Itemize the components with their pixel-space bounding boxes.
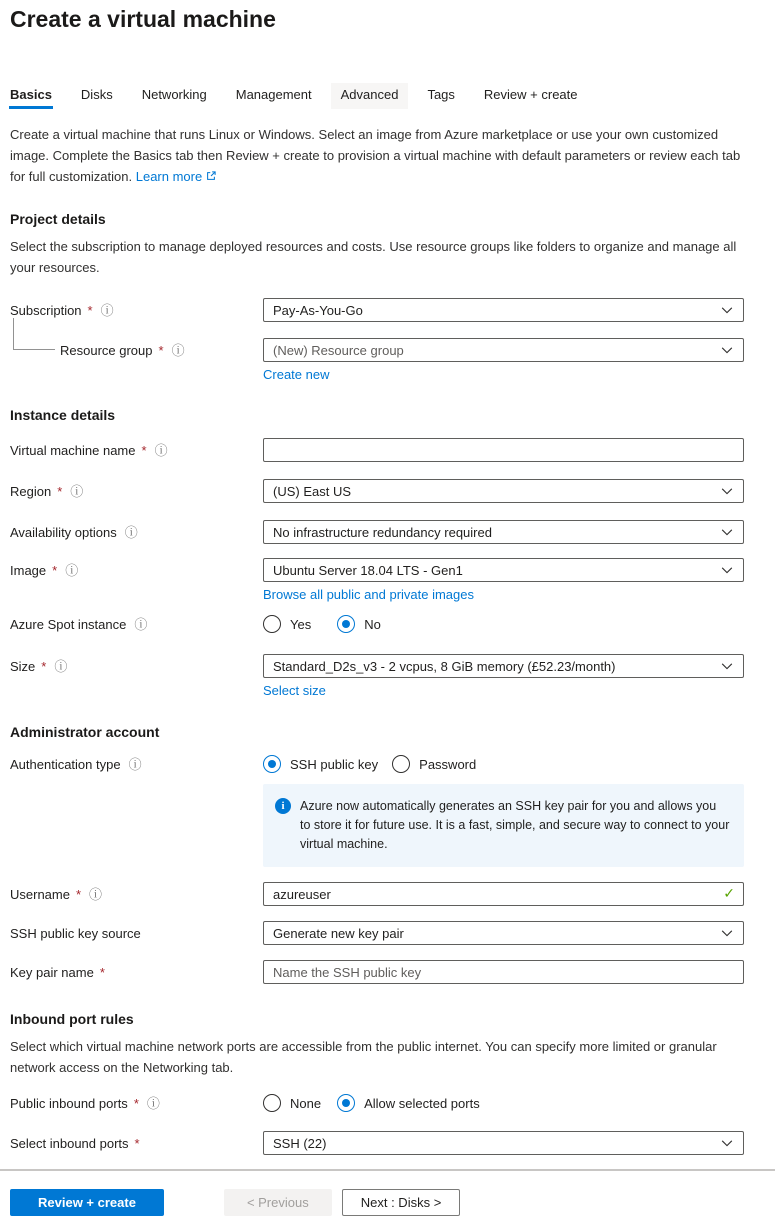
vm-name-row	[10, 438, 744, 462]
key-pair-name-row	[10, 960, 744, 984]
subscription-label: Subscription	[10, 302, 82, 318]
key-pair-name-label-cell	[10, 965, 263, 980]
intro-paragraph	[10, 124, 744, 187]
size-label: Size	[10, 658, 36, 674]
radio-circle-icon	[263, 615, 281, 633]
ssh-key-source-row	[10, 921, 744, 945]
required-marker: *	[133, 1095, 139, 1111]
page-title: Create a virtual machine	[10, 6, 276, 32]
tab-tags[interactable]: Tags	[417, 83, 464, 109]
tab-management[interactable]: Management	[226, 83, 322, 109]
chevron-down-icon	[720, 1136, 734, 1150]
azure-spot-radio-yes[interactable]: Yes	[263, 615, 311, 633]
region-label: Region	[10, 483, 52, 499]
vm-name-label: Virtual machine name	[10, 442, 136, 458]
ssh-info-text: Azure now automatically generates an SSH key pair for you and allows you to store it for future use. It is a fast, simple, and secure way to connect to your virtual machine.	[300, 799, 730, 851]
image-label: Image	[10, 562, 47, 578]
radio-circle-icon	[263, 755, 281, 773]
size-label-cell	[10, 659, 263, 674]
select-inbound-ports-label-cell	[10, 1136, 263, 1151]
username-row	[10, 882, 744, 906]
subscription-label-cell	[10, 303, 263, 318]
info-icon[interactable]: ⓘ	[65, 562, 79, 578]
external-link-icon	[205, 170, 217, 182]
review-create-button[interactable]: Review + create	[10, 1189, 164, 1216]
footer-action-bar	[10, 1171, 744, 1230]
public-inbound-ports-row	[10, 1094, 744, 1112]
username-input[interactable]	[263, 882, 744, 906]
chevron-down-icon	[720, 343, 734, 357]
auth-type-label: Authentication type	[10, 756, 121, 772]
azure-spot-label-cell	[10, 617, 263, 632]
public-inbound-ports-label-cell	[10, 1096, 263, 1111]
select-inbound-ports-dropdown[interactable]: SSH (22)	[263, 1131, 744, 1155]
info-icon[interactable]: ⓘ	[134, 616, 148, 632]
required-marker: *	[134, 1135, 140, 1151]
availability-options-label-cell	[10, 525, 263, 540]
region-row	[10, 479, 744, 503]
required-marker: *	[75, 886, 82, 902]
azure-spot-radio-no[interactable]: No	[337, 615, 381, 633]
radio-circle-icon	[337, 1094, 355, 1112]
radio-circle-icon	[263, 1094, 281, 1112]
resource-group-dropdown[interactable]: (New) Resource group	[263, 338, 744, 362]
tab-advanced[interactable]: Advanced	[331, 83, 409, 109]
azure-spot-radio-group	[263, 615, 744, 633]
ssh-key-source-label-cell	[10, 926, 263, 941]
browse-images-link[interactable]: Browse all public and private images	[263, 587, 474, 602]
region-dropdown[interactable]: (US) East US	[263, 479, 744, 503]
chevron-down-icon	[720, 525, 734, 539]
public-inbound-ports-radio-allow[interactable]: Allow selected ports	[337, 1094, 480, 1112]
valid-check-icon: ✓	[723, 884, 735, 901]
public-inbound-ports-label: Public inbound ports	[10, 1095, 128, 1111]
info-icon[interactable]: ⓘ	[124, 524, 138, 540]
resource-group-row	[10, 338, 744, 362]
required-marker: *	[158, 342, 164, 358]
vm-name-input[interactable]	[263, 438, 744, 462]
info-icon[interactable]: ⓘ	[171, 342, 185, 358]
chevron-down-icon	[720, 926, 734, 940]
info-icon[interactable]: ⓘ	[128, 756, 142, 772]
select-inbound-ports-row	[10, 1131, 744, 1155]
previous-button[interactable]: < Previous	[224, 1189, 332, 1216]
info-icon[interactable]: ⓘ	[89, 886, 103, 902]
key-pair-name-input[interactable]	[263, 960, 744, 984]
tree-connector-line	[13, 318, 55, 350]
region-label-cell	[10, 484, 263, 499]
project-details-heading: Project details	[10, 211, 106, 227]
size-row	[10, 654, 744, 678]
project-details-description: Select the subscription to manage deployed resources and costs. Use resource groups like folders to organize and manage all your resources.	[10, 239, 737, 275]
administrator-account-heading: Administrator account	[10, 724, 160, 740]
public-inbound-ports-radio-group	[263, 1094, 744, 1112]
auth-type-radio-ssh[interactable]: SSH public key	[263, 755, 378, 773]
auth-type-label-cell	[10, 757, 263, 772]
vm-name-label-cell	[10, 443, 263, 458]
info-icon[interactable]: ⓘ	[100, 302, 114, 318]
required-marker: *	[41, 658, 47, 674]
required-marker: *	[57, 483, 63, 499]
tab-networking[interactable]: Networking	[132, 83, 217, 109]
key-pair-name-label: Key pair name	[10, 964, 94, 980]
inbound-port-rules-heading: Inbound port rules	[10, 1011, 134, 1027]
info-icon[interactable]: ⓘ	[54, 658, 68, 674]
tab-basics[interactable]: Basics	[0, 83, 62, 109]
chevron-down-icon	[720, 303, 734, 317]
info-icon[interactable]: ⓘ	[154, 442, 168, 458]
auth-type-radio-password[interactable]: Password	[392, 755, 476, 773]
availability-options-label: Availability options	[10, 524, 117, 540]
learn-more-link[interactable]: Learn more	[136, 169, 217, 184]
auth-type-radio-group	[263, 755, 744, 773]
required-marker: *	[87, 302, 93, 318]
required-marker: *	[141, 442, 147, 458]
radio-circle-icon	[392, 755, 410, 773]
image-row	[10, 558, 744, 582]
ssh-info-banner	[263, 784, 744, 867]
tab-review-create[interactable]: Review + create	[474, 83, 588, 109]
tab-disks[interactable]: Disks	[71, 83, 123, 109]
username-label-cell	[10, 887, 263, 902]
public-inbound-ports-radio-none[interactable]: None	[263, 1094, 321, 1112]
tab-bar	[10, 83, 744, 109]
create-new-link[interactable]: Create new	[263, 367, 330, 382]
radio-circle-icon	[337, 615, 355, 633]
info-icon[interactable]: ⓘ	[146, 1095, 160, 1111]
azure-spot-row	[10, 615, 744, 633]
info-icon[interactable]: ⓘ	[70, 483, 84, 499]
next-disks-button[interactable]: Next : Disks >	[342, 1189, 461, 1216]
availability-options-row	[10, 520, 744, 544]
subscription-dropdown[interactable]: Pay-As-You-Go	[263, 298, 744, 322]
intro-text: Create a virtual machine that runs Linux or Windows. Select an image from Azure marketplace or use your own customized image. Complete the Basics tab then Review + create to provision a virtual machine with default parameters or review each tab for full customization.	[10, 127, 741, 184]
username-label: Username	[10, 886, 70, 902]
instance-details-heading: Instance details	[10, 407, 116, 423]
required-marker: *	[99, 964, 105, 980]
chevron-down-icon	[720, 659, 734, 673]
auth-type-row	[10, 755, 744, 773]
select-size-link[interactable]: Select size	[263, 683, 326, 698]
ssh-key-source-dropdown[interactable]: Generate new key pair	[263, 921, 744, 945]
required-marker: *	[52, 562, 58, 578]
azure-spot-label: Azure Spot instance	[10, 616, 127, 632]
image-label-cell	[10, 563, 263, 578]
availability-options-dropdown[interactable]: No infrastructure redundancy required	[263, 520, 744, 544]
select-inbound-ports-label: Select inbound ports	[10, 1135, 129, 1151]
image-dropdown[interactable]: Ubuntu Server 18.04 LTS - Gen1	[263, 558, 744, 582]
resource-group-label: Resource group	[60, 342, 153, 358]
info-filled-icon: i	[275, 798, 291, 814]
chevron-down-icon	[720, 563, 734, 577]
inbound-port-rules-description: Select which virtual machine network ports are accessible from the public internet. You can specify more limited or granular network access on the Networking tab.	[10, 1039, 717, 1075]
subscription-row	[10, 298, 744, 322]
size-dropdown[interactable]: Standard_D2s_v3 - 2 vcpus, 8 GiB memory (£52.23/month)	[263, 654, 744, 678]
ssh-key-source-label: SSH public key source	[10, 925, 141, 941]
chevron-down-icon	[720, 484, 734, 498]
